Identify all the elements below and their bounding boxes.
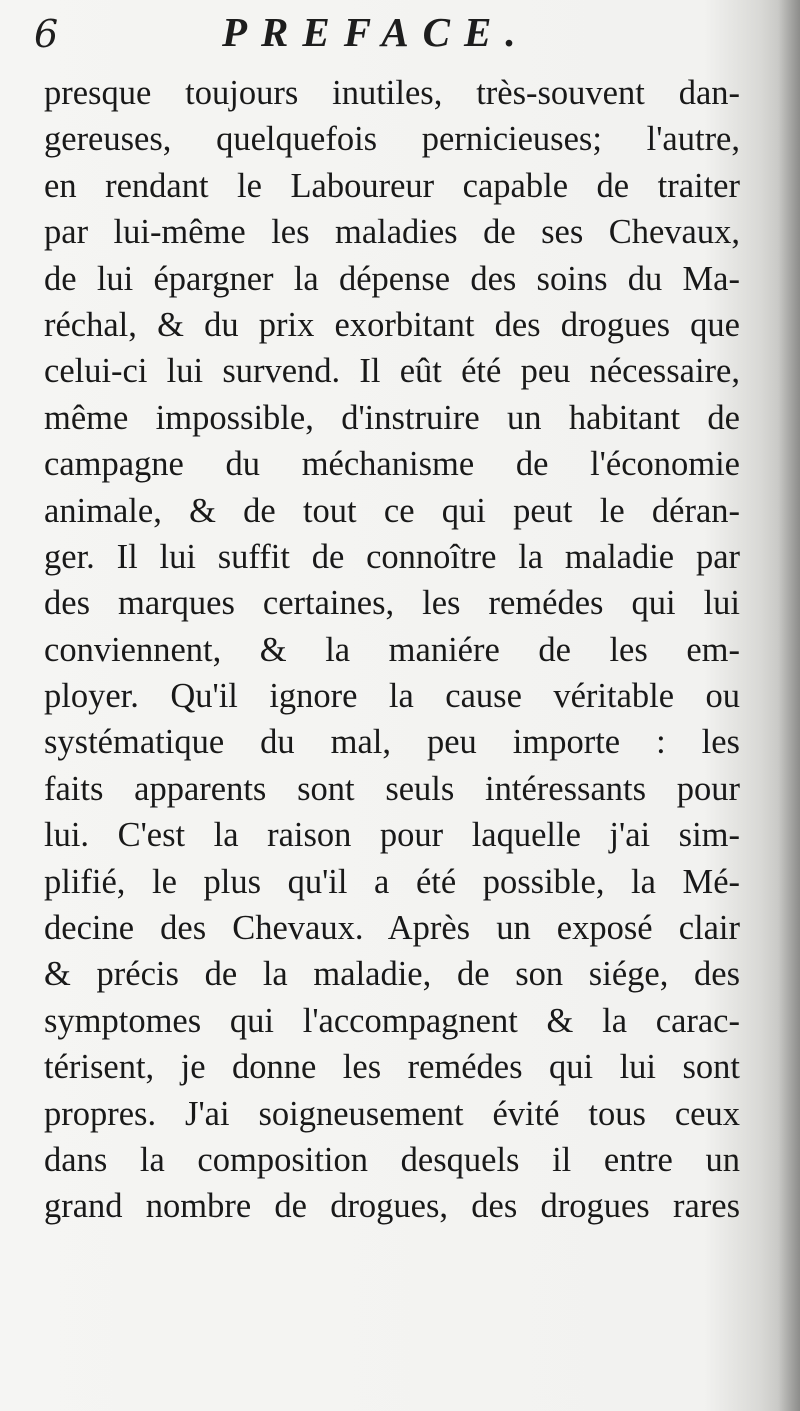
text-line: réchal, & du prix exorbitant des drogues que <box>44 305 740 344</box>
text-line: propres. J'ai soigneusement évité tous ceux <box>44 1094 740 1133</box>
text-line: systématique du mal, peu importe : les <box>44 723 740 762</box>
text-line: grand nombre de drogues, des drogues rares <box>44 1187 740 1226</box>
text-line: dans la composition desquels il entre un <box>44 1140 740 1179</box>
page-edge-shadow <box>778 0 800 1411</box>
body-text <box>44 70 740 1230</box>
text-line: lui. C'est la raison pour laquelle j'ai sim- <box>44 816 740 855</box>
text-line: conviennent, & la maniére de les em- <box>44 630 740 669</box>
text-line: animale, & de tout ce qui peut le déran- <box>44 491 740 530</box>
text-line: celui-ci lui survend. Il eût été peu nécessaire, <box>44 352 740 391</box>
text-line: & précis de la maladie, de son siége, des <box>44 955 740 994</box>
text-line: térisent, je donne les remédes qui lui sont <box>44 1048 740 1087</box>
text-line: même impossible, d'instruire un habitant de <box>44 398 740 437</box>
text-line: en rendant le Laboureur capable de traiter <box>44 166 740 205</box>
text-line: decine des Chevaux. Après un exposé clair <box>44 909 740 948</box>
text-line: de lui épargner la dépense des soins du Ma- <box>44 259 740 298</box>
running-head: PREFACE. <box>222 9 530 55</box>
text-line: plifié, le plus qu'il a été possible, la Mé- <box>44 862 740 901</box>
text-line: faits apparents sont seuls intéressants pour <box>44 769 740 808</box>
text-line: gereuses, quelquefois pernicieuses; l'autre, <box>44 120 740 159</box>
text-line: ger. Il lui suffit de connoître la maladie par <box>44 537 740 576</box>
page-number: 6 <box>34 12 59 56</box>
text-line: par lui-même les maladies de ses Chevaux, <box>44 213 740 252</box>
page-header <box>0 8 800 68</box>
text-line: ployer. Qu'il ignore la cause véritable ou <box>44 677 740 716</box>
text-line: des marques certaines, les remédes qui lui <box>44 584 740 623</box>
text-line: campagne du méchanisme de l'économie <box>44 445 740 484</box>
text-line: symptomes qui l'accompagnent & la carac- <box>44 1001 740 1040</box>
text-line: presque toujours inutiles, très-souvent dan- <box>44 74 740 112</box>
